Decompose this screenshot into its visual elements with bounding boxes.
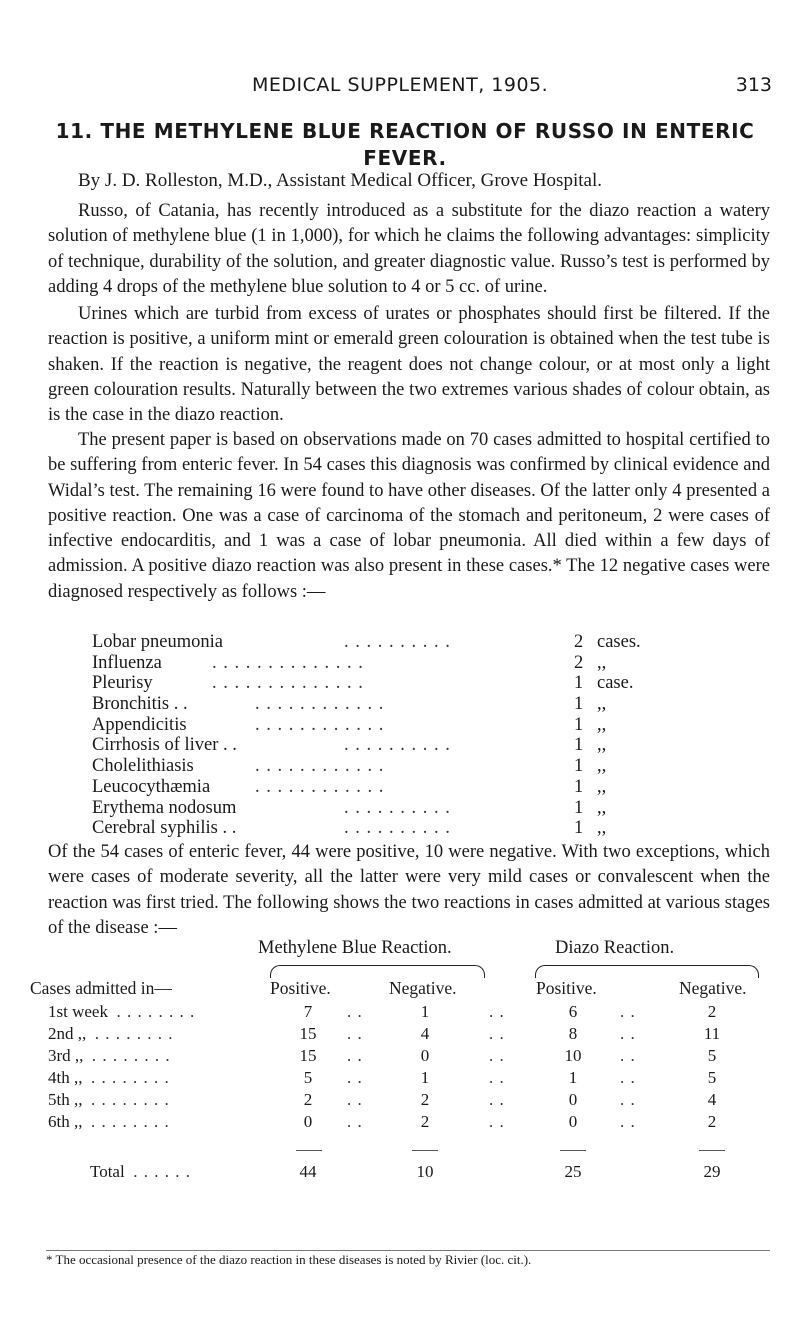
leader-dots: . . . . . . . . — [94, 1024, 174, 1043]
row-label — [48, 1090, 170, 1110]
table-row — [0, 1002, 800, 1024]
sum-rule — [699, 1150, 725, 1151]
separator-dots: . . — [347, 1046, 363, 1065]
separator-dots: . . — [347, 1002, 363, 1021]
row-label-text: 6th ,, — [48, 1112, 83, 1131]
diagnosis-unit: ,, — [597, 652, 607, 673]
leader-dots: . . . . . . . . . . . . — [255, 694, 385, 715]
diagnosis-count: 1 — [574, 673, 584, 694]
cell-diazo-negative: 5 — [707, 1068, 717, 1087]
row-label — [48, 1046, 171, 1066]
cell-diazo-positive: 8 — [568, 1024, 578, 1043]
cell-methylene-positive: 2 — [303, 1090, 313, 1109]
separator-dots: . . — [620, 1090, 636, 1109]
separator-dots: . . — [489, 1002, 505, 1021]
row-label-text: 1st week — [48, 1002, 108, 1021]
paragraph-intro: Russo, of Catania, has recently introduced as a substitute for the diazo reaction a watery solution of methylene blue (1 in 1,000), for which he claims the following advantages: simplicity of technique, durability of the solution, and greater diagnostic value. Russo’s test is performed by adding 4 drops of the methylene blue solution to 4 or 5 cc. of urine. — [48, 201, 770, 297]
table-row — [0, 1090, 800, 1112]
leader-dots: . . . . . . . . . . — [344, 735, 451, 756]
diagnosis-count: 1 — [574, 714, 584, 735]
diagnosis-name: Cirrhosis of liver . . — [92, 735, 237, 756]
leader-dots: . . . . . . . . — [90, 1112, 170, 1131]
leader-dots: . . . . . . . . — [90, 1068, 170, 1087]
diagnosis-count: 2 — [574, 652, 584, 673]
sum-rule — [412, 1150, 438, 1151]
diagnosis-count: 1 — [574, 818, 584, 839]
row-label — [48, 1112, 170, 1132]
leader-dots: . . . . . . . . — [91, 1046, 171, 1065]
diagnosis-row — [92, 694, 772, 715]
separator-dots: . . — [620, 1068, 636, 1087]
footnote-rule — [46, 1250, 770, 1251]
cell-diazo-negative: 2 — [707, 1112, 717, 1131]
cell-diazo-positive: 6 — [568, 1002, 578, 1021]
group-header-diazo: Diazo Reaction. — [555, 938, 675, 958]
separator-dots: . . — [489, 1068, 505, 1087]
table-total-row — [0, 1162, 800, 1184]
diagnosis-count: 1 — [574, 694, 584, 715]
total-diazo-positive: 25 — [564, 1162, 582, 1181]
brace-diazo — [535, 965, 759, 978]
group-header-methylene: Methylene Blue Reaction. — [258, 938, 452, 958]
total-label-text: Total — [90, 1162, 125, 1181]
cell-diazo-positive: 0 — [568, 1090, 578, 1109]
total-methylene-negative: 10 — [416, 1162, 434, 1181]
cell-methylene-negative: 1 — [420, 1002, 430, 1021]
table-row — [0, 1112, 800, 1134]
paragraph-observations: The present paper is based on observations made on 70 cases admitted to hospital certified to be suffering from enteric fever. In 54 cases this diagnosis was confirmed by clinical evidence and Widal’s test. The remaining 16 were found to have other diseases. Of the latter only 4 presented a positive reaction. One was a case of carcinoma of the stomach and peritoneum, 2 were cases of infective endocarditis, and 1 was a case of lobar pneumonia. All died within a few days of admission. A positive diazo reaction was also present in these cases.* The 12 negative cases were diagnosed respectively as follows :— — [48, 430, 770, 602]
separator-dots: . . — [347, 1112, 363, 1131]
diagnosis-unit: ,, — [597, 776, 607, 797]
paragraph-results: Of the 54 cases of enteric fever, 44 were positive, 10 were negative. With two exceptions, which were cases of moderate severity, all the latter were very mild cases or convalescent when the reaction was first tried. The following shows the two reactions in cases admitted at various stages of the disease :— — [48, 842, 770, 938]
row-label-text: 2nd ,, — [48, 1024, 87, 1043]
cell-methylene-negative: 2 — [420, 1112, 430, 1131]
diagnosis-unit: ,, — [597, 735, 607, 756]
total-diazo-negative: 29 — [703, 1162, 721, 1181]
cell-methylene-negative: 2 — [420, 1090, 430, 1109]
diagnosis-count: 1 — [574, 797, 584, 818]
diagnosis-row — [92, 632, 772, 653]
leader-dots: . . . . . . . . . . — [344, 797, 451, 818]
leader-dots: . . . . . . . . — [116, 1002, 196, 1021]
diagnosis-row — [92, 818, 772, 839]
leader-dots: . . . . . . . . . . — [344, 632, 451, 652]
cell-diazo-negative: 5 — [707, 1046, 717, 1065]
diagnosis-name: Appendicitis — [92, 714, 187, 735]
cell-methylene-positive: 15 — [299, 1046, 317, 1065]
reaction-table — [0, 938, 800, 1248]
separator-dots: . . — [620, 1112, 636, 1131]
row-header: Cases admitted in— — [30, 978, 172, 998]
cell-diazo-negative: 11 — [703, 1024, 721, 1043]
diagnosis-name: Influenza — [92, 652, 162, 673]
column-header-methylene-negative: Negative. — [389, 978, 457, 998]
diagnosis-name: Bronchitis . . — [92, 694, 188, 715]
row-label-text: 3rd ,, — [48, 1046, 84, 1065]
paragraph-method: Urines which are turbid from excess of urates or phosphates should first be filtered. If the reaction is positive, a uniform mint or emerald green colouration is obtained when the test tube is shaken. If the reaction is negative, the reagent does not change colour, or at most only a light green colouration results. Naturally between the two extremes various shades of colour obtain, as is the case in the diazo reaction. — [48, 304, 770, 426]
diagnosis-count: 1 — [574, 756, 584, 777]
diagnosis-unit: ,, — [597, 818, 607, 839]
table-row — [0, 1024, 800, 1046]
diagnosis-row — [92, 777, 772, 798]
separator-dots: . . — [489, 1090, 505, 1109]
separator-dots: . . — [347, 1090, 363, 1109]
row-label-text: 4th ,, — [48, 1068, 83, 1087]
diagnosis-row — [92, 715, 772, 736]
diagnosis-name: Lobar pneumonia — [92, 632, 223, 652]
diagnosis-name: Cerebral syphilis . . — [92, 818, 237, 839]
separator-dots: . . — [347, 1024, 363, 1043]
separator-dots: . . — [489, 1112, 505, 1131]
diagnosis-count: 1 — [574, 735, 584, 756]
column-header-methylene-positive: Positive. — [270, 978, 331, 998]
brace-methylene — [270, 965, 485, 978]
cell-diazo-negative: 2 — [707, 1002, 717, 1021]
diagnosis-count: 1 — [574, 776, 584, 797]
separator-dots: . . — [489, 1046, 505, 1065]
diagnosis-count: 2 — [574, 632, 584, 652]
separator-dots: . . — [489, 1024, 505, 1043]
table-row — [0, 1068, 800, 1090]
sum-rule — [296, 1150, 322, 1151]
cell-diazo-positive: 10 — [564, 1046, 582, 1065]
row-label — [48, 1068, 170, 1088]
diagnosis-row — [92, 673, 772, 694]
leader-dots: . . . . . . — [133, 1162, 191, 1181]
diagnosis-name: Pleurisy — [92, 673, 153, 694]
diagnosis-row — [92, 735, 772, 756]
leader-dots: . . . . . . . . — [90, 1090, 170, 1109]
separator-dots: . . — [620, 1024, 636, 1043]
journal-title: MEDICAL SUPPLEMENT, 1905. — [252, 74, 549, 96]
row-label — [48, 1024, 174, 1044]
cell-diazo-negative: 4 — [707, 1090, 717, 1109]
total-label — [90, 1162, 191, 1182]
cell-methylene-positive: 5 — [303, 1068, 313, 1087]
diagnosis-unit: case. — [597, 673, 634, 694]
diagnosis-list — [92, 632, 772, 839]
leader-dots: . . . . . . . . . . . . . . — [212, 652, 364, 673]
cell-diazo-positive: 0 — [568, 1112, 578, 1131]
leader-dots: . . . . . . . . . . . . — [255, 776, 385, 797]
article-title: 11. THE METHYLENE BLUE REACTION OF RUSSO IN ENTERIC FEVER. — [55, 119, 755, 170]
cell-methylene-negative: 1 — [420, 1068, 430, 1087]
cell-methylene-positive: 7 — [303, 1002, 313, 1021]
leader-dots: . . . . . . . . . . . . — [255, 714, 385, 735]
leader-dots: . . . . . . . . . . — [344, 818, 451, 839]
separator-dots: . . — [347, 1068, 363, 1087]
diagnosis-row — [92, 798, 772, 819]
diagnosis-unit: ,, — [597, 797, 607, 818]
leader-dots: . . . . . . . . . . . . — [255, 756, 385, 777]
diagnosis-name: Cholelithiasis — [92, 756, 194, 777]
diagnosis-unit: cases. — [597, 632, 641, 652]
diagnosis-unit: ,, — [597, 756, 607, 777]
table-row — [0, 1046, 800, 1068]
row-label — [48, 1002, 195, 1022]
cell-diazo-positive: 1 — [568, 1068, 578, 1087]
footnote: * The occasional presence of the diazo reaction in these diseases is noted by Rivier (loc. cit.). — [46, 1252, 532, 1267]
diagnosis-row — [92, 653, 772, 674]
total-methylene-positive: 44 — [299, 1162, 317, 1181]
column-header-diazo-negative: Negative. — [679, 978, 747, 998]
row-label-text: 5th ,, — [48, 1090, 83, 1109]
diagnosis-name: Leucocythæmia — [92, 776, 211, 797]
sum-rule — [560, 1150, 586, 1151]
diagnosis-unit: ,, — [597, 714, 607, 735]
cell-methylene-negative: 4 — [420, 1024, 430, 1043]
diagnosis-unit: ,, — [597, 694, 607, 715]
cell-methylene-positive: 15 — [299, 1024, 317, 1043]
running-head — [0, 74, 800, 104]
byline: By J. D. Rolleston, M.D., Assistant Medical Officer, Grove Hospital. — [78, 170, 602, 191]
diagnosis-row — [92, 756, 772, 777]
page-number: 313 — [735, 74, 772, 96]
cell-methylene-positive: 0 — [303, 1112, 313, 1131]
diagnosis-name: Erythema nodosum — [92, 797, 237, 818]
leader-dots: . . . . . . . . . . . . . . — [212, 673, 364, 694]
separator-dots: . . — [620, 1046, 636, 1065]
separator-dots: . . — [620, 1002, 636, 1021]
column-header-diazo-positive: Positive. — [536, 978, 597, 998]
cell-methylene-negative: 0 — [420, 1046, 430, 1065]
